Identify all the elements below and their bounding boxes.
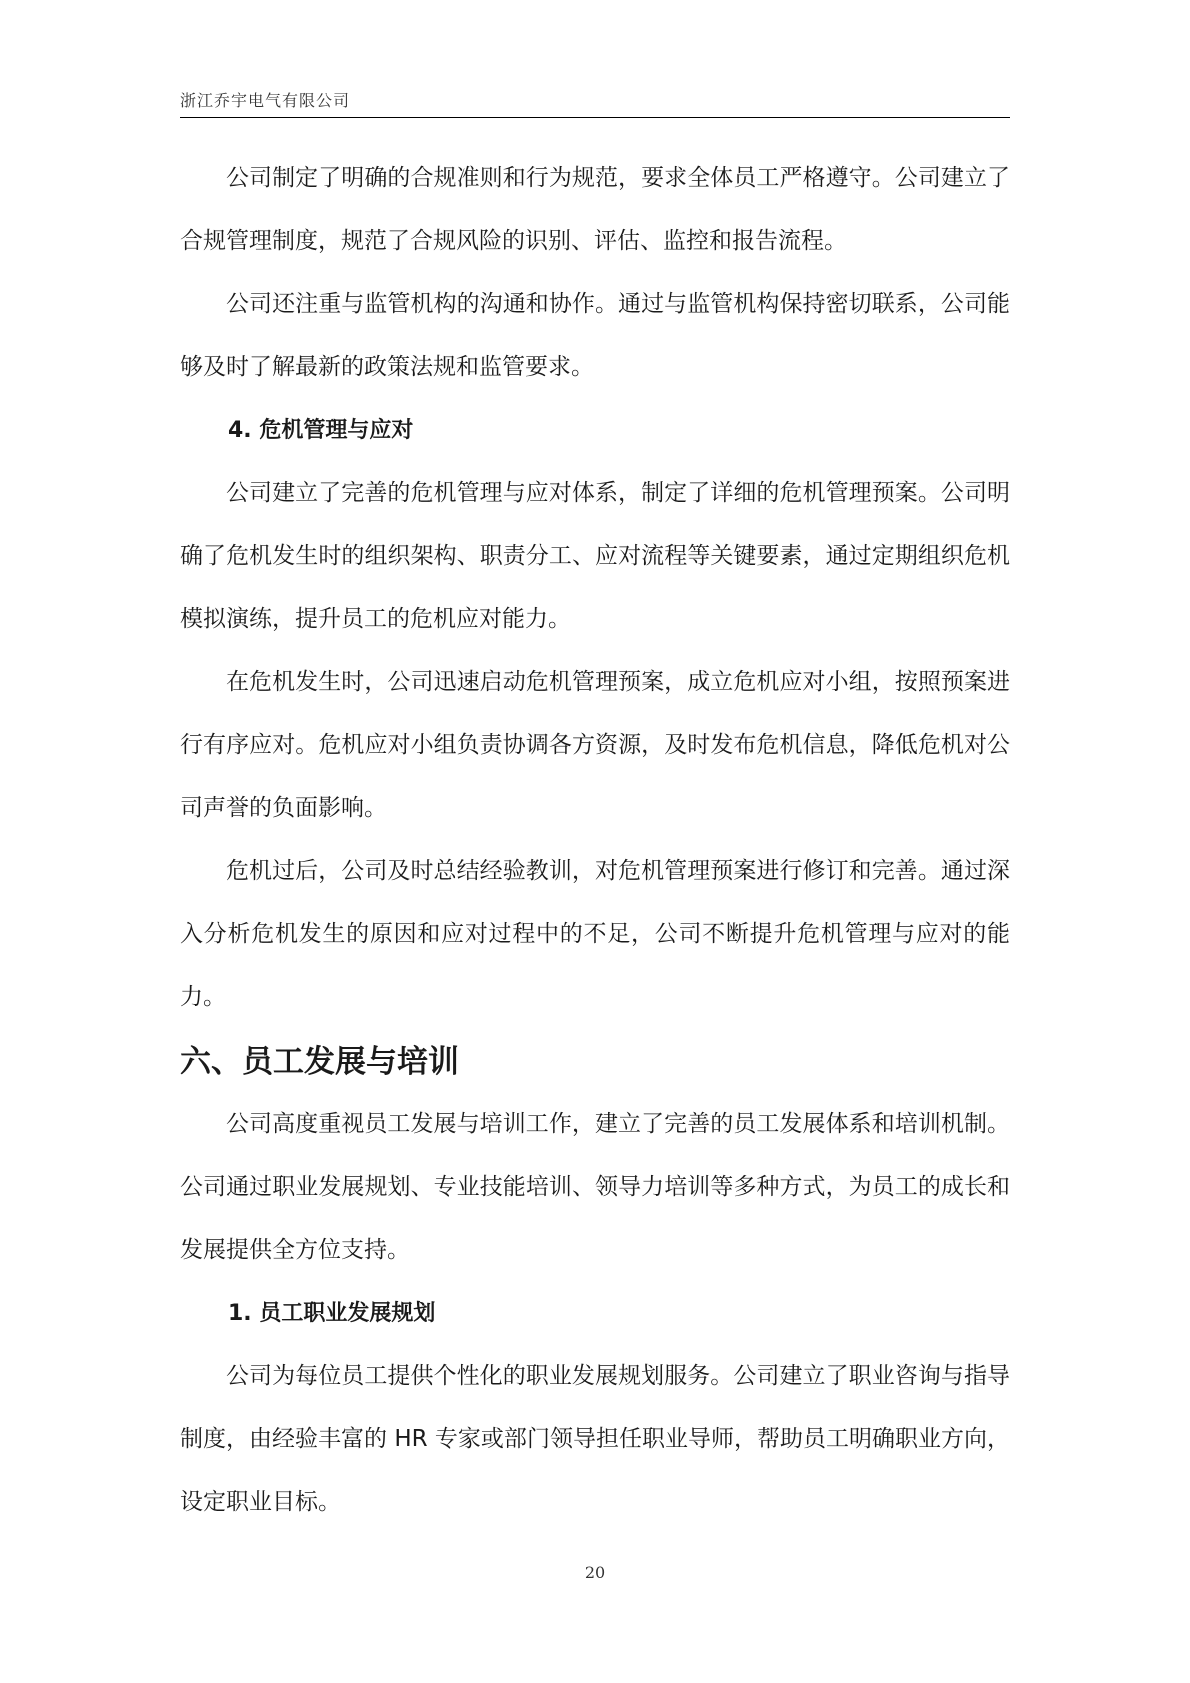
paragraph-regulator-communication: 公司还注重与监管机构的沟通和协作。通过与监管机构保持密切联系，公司能够及时了解最新的政策法规和监管要求。 [180, 291, 1010, 380]
paragraph-crisis-system: 公司建立了完善的危机管理与应对体系，制定了详细的危机管理预案。公司明确了危机发生时的组织架构、职责分工、应对流程等关键要素，通过定期组织危机模拟演练，提升员工的危机应对能力。 [180, 480, 1010, 632]
header-divider [180, 117, 1010, 118]
paragraph-career-planning: 公司为每位员工提供个性化的职业发展规划服务。公司建立了职业咨询与指导制度，由经验丰富的 HR 专家或部门领导担任职业导师，帮助员工明确职业方向，设定职业目标。 [180, 1363, 1010, 1515]
paragraph-compliance-rules: 公司制定了明确的合规准则和行为规范，要求全体员工严格遵守。公司建立了合规管理制度，规范了合规风险的识别、评估、监控和报告流程。 [180, 165, 1010, 254]
paragraph-crisis-review: 危机过后，公司及时总结经验教训，对危机管理预案进行修订和完善。通过深入分析危机发生的原因和应对过程中的不足，公司不断提升危机管理与应对的能力。 [180, 858, 1010, 1010]
page-number: 20 [584, 1563, 606, 1582]
document-body [180, 147, 1010, 1534]
section-heading-employee-development: 六、员工发展与培训 [180, 1044, 459, 1080]
subheading-career-planning: 1. 员工职业发展规划 [228, 1301, 436, 1326]
paragraph-development-overview: 公司高度重视员工发展与培训工作，建立了完善的员工发展体系和培训机制。公司通过职业发展规划、专业技能培训、领导力培训等多种方式，为员工的成长和发展提供全方位支持。 [180, 1111, 1010, 1263]
subheading-crisis-management: 4. 危机管理与应对 [228, 418, 414, 443]
paragraph-crisis-response: 在危机发生时，公司迅速启动危机管理预案，成立危机应对小组，按照预案进行有序应对。危机应对小组负责协调各方资源，及时发布危机信息，降低危机对公司声誉的负面影响。 [180, 669, 1010, 821]
page-header-company: 浙江乔宇电气有限公司 [180, 91, 351, 110]
